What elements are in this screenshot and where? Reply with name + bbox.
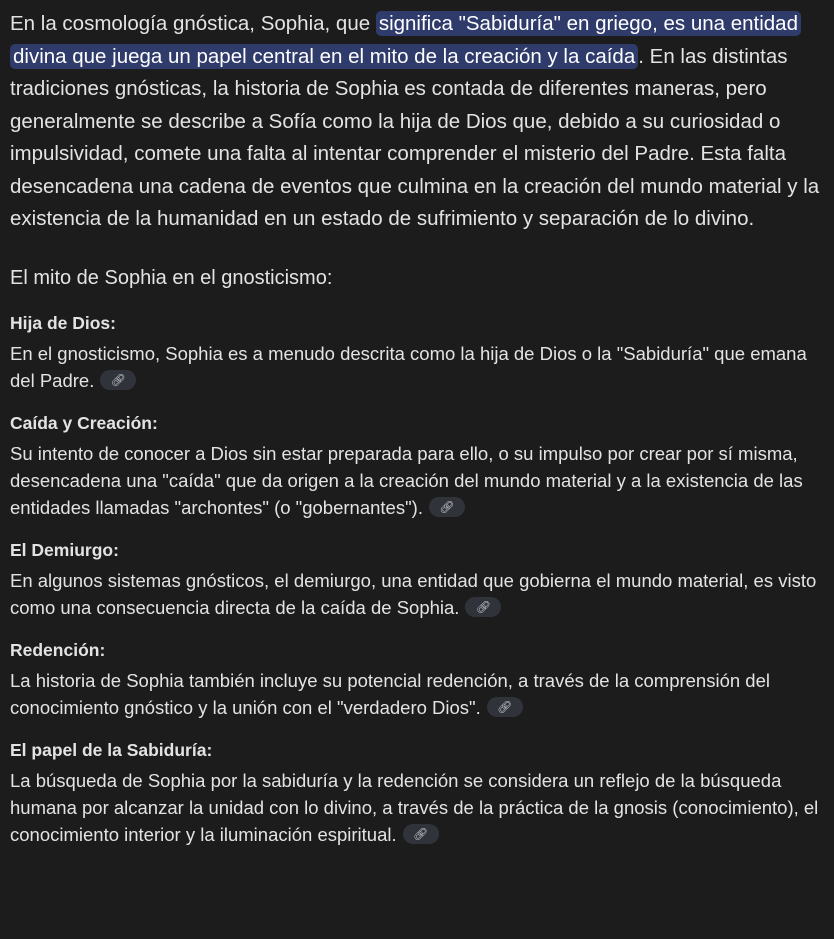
- section-title: El papel de la Sabiduría:: [10, 739, 213, 760]
- section-text: En algunos sistemas gnósticos, el demiurgo, una entidad que gobierna el mundo material, es visto como una consecuencia directa de la caída de Sophia.: [10, 569, 817, 618]
- section-body: [10, 667, 826, 721]
- source-link-button[interactable]: [487, 697, 523, 717]
- section-body: [10, 567, 826, 621]
- section-title: Hija de Dios:: [10, 312, 116, 333]
- section-text: Su intento de conocer a Dios sin estar preparada para ello, o su impulso por crear por sí misma, desencadena una "caída" que da origen a la creación del mundo material y a la existencia de las entidades llamadas "archontes" (o "gobernantes").: [10, 442, 803, 518]
- section-text: En el gnosticismo, Sophia es a menudo descrita como la hija de Dios o la "Sabiduría" que emana del Padre.: [10, 342, 807, 391]
- section-hija-de-dios: [10, 310, 826, 394]
- section-title: El Demiurgo:: [10, 539, 119, 560]
- intro-text-rest: . En las distintas tradiciones gnósticas, la historia de Sophia es contada de diferentes maneras, pero generalmente se describe a Sofía como la hija de Dios que, debido a su curiosidad o impulsividad, comete una falta al intentar comprender el misterio del Padre. Esta falta desencadena una cadena de eventos que culmina en la creación del mundo material y la existencia de la humanidad en un estado de sufrimiento y separación de lo divino.: [10, 44, 820, 230]
- source-link-button[interactable]: [403, 824, 439, 844]
- link-icon: 🔗︎: [413, 826, 429, 841]
- section-heading: El mito de Sophia en el gnosticismo:: [10, 266, 333, 289]
- link-icon: 🔗︎: [475, 599, 492, 614]
- section-body: [10, 767, 826, 848]
- section-text: La historia de Sophia también incluye su potencial redención, a través de la comprensión del conocimiento gnóstico y la unión con el "verdadero Dios".: [10, 669, 770, 718]
- section-demiurgo: [10, 537, 826, 621]
- section-body: [10, 440, 826, 521]
- link-icon: 🔗︎: [439, 499, 455, 514]
- section-caida-creacion: [10, 410, 826, 521]
- link-icon: 🔗︎: [110, 372, 126, 387]
- source-link-button[interactable]: [465, 597, 501, 617]
- highlighted-text[interactable]: significa "Sabiduría" en griego, es una entidad divina que juega un papel central en el mito de la creación y la caída: [10, 11, 801, 69]
- section-body: [10, 340, 826, 394]
- link-icon: 🔗︎: [497, 699, 513, 714]
- source-link-button[interactable]: [429, 497, 465, 517]
- section-redencion: [10, 637, 826, 721]
- intro-paragraph: [10, 8, 826, 236]
- section-title: Caída y Creación:: [10, 412, 158, 433]
- section-papel-sabiduria: [10, 737, 826, 848]
- intro-text: En la cosmología gnóstica, Sophia, que: [10, 12, 376, 35]
- section-text: La búsqueda de Sophia por la sabiduría y la redención se considera un reflejo de la búsqueda humana por alcanzar la unidad con lo divino, a través de la práctica de la gnosis (conocimiento), el conocimiento interior y la iluminación espiritual.: [10, 769, 819, 845]
- source-link-button[interactable]: [100, 370, 136, 390]
- section-title: Redención:: [10, 639, 106, 660]
